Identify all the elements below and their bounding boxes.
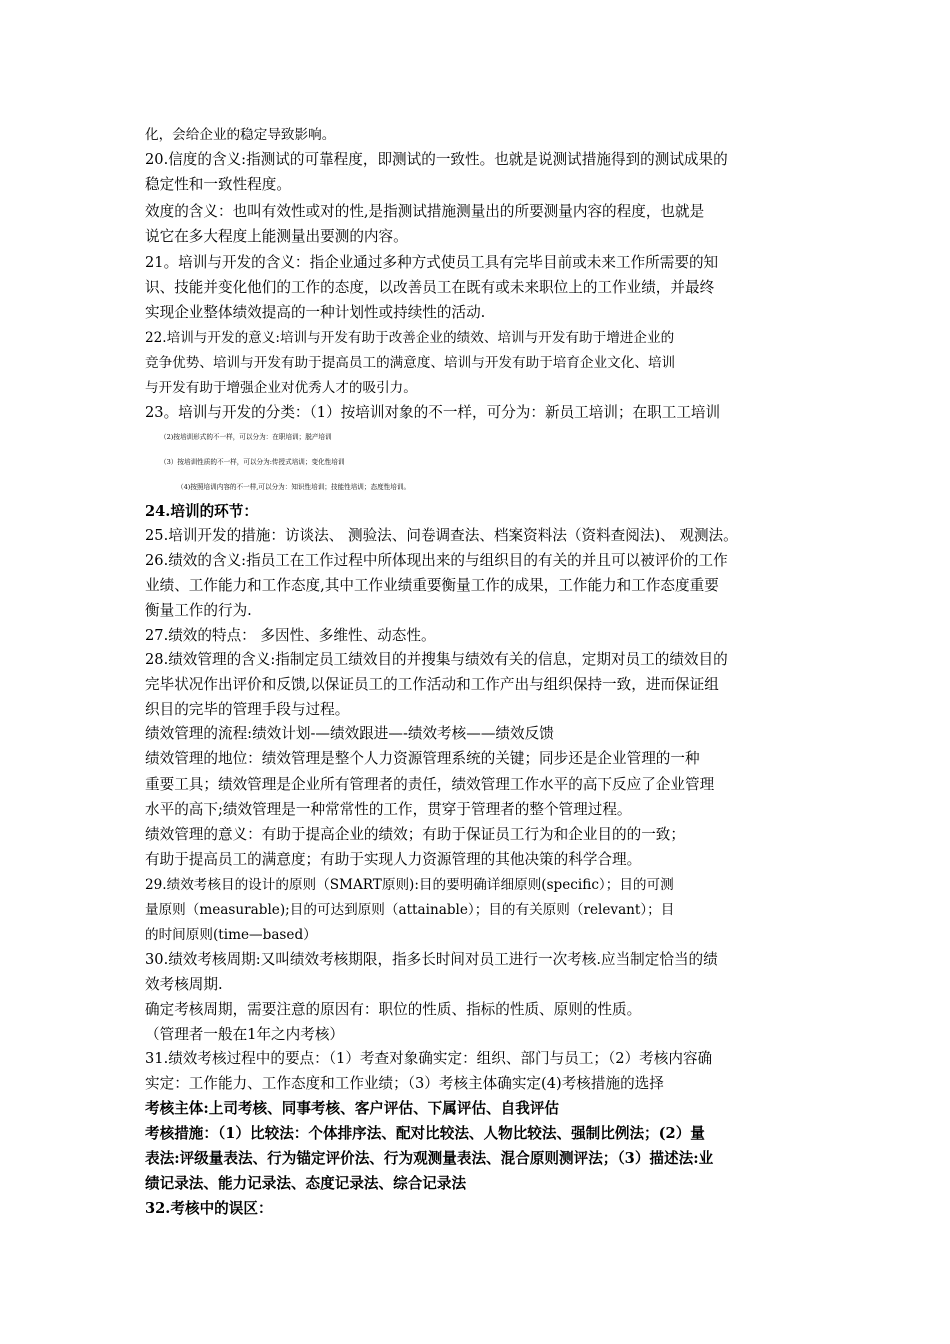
text-line: 31.绩效考核过程中的要点：（1）考查对象确实定：组织、部门与员工；（2）考核内容确: [145, 1050, 713, 1067]
text-line: 绩记录法、能力记录法、态度记录法、综合记录法: [145, 1175, 467, 1192]
text-line: 表法:评级量表法、行为锚定评价法、行为观测量表法、混合原则测评法；（3）描述法:业: [145, 1150, 714, 1167]
text-line: 考核主体:上司考核、同事考核、客户评估、下属评估、自我评估: [145, 1100, 560, 1117]
text-line: （3）按培训性质的不一样，可以分为:传授式培训；变化性培训: [160, 458, 345, 466]
text-line: 28.绩效管理的含义:指制定员工绩效目的并搜集与绩效有关的信息，定期对员工的绩效目的: [145, 651, 728, 668]
text-line: 说它在多大程度上能测量出要测的内容。: [145, 228, 408, 245]
text-line: 绩效管理的意义：有助于提高企业的绩效；有助于保证员工行为和企业目的的一致；: [145, 826, 685, 843]
text-line: 衡量工作的行为.: [145, 602, 252, 619]
text-line: 23。培训与开发的分类：（1）按培训对象的不一样，可分为：新员工培训；在职工工培训: [145, 404, 721, 421]
text-line: 竞争优势、培训与开发有助于提高员工的满意度、培训与开发有助于培育企业文化、培训: [145, 355, 676, 371]
text-line: 织目的完毕的管理手段与过程。: [145, 701, 350, 718]
text-line: 绩效管理的地位：绩效管理是整个人力资源管理系统的关键；同步还是企业管理的一种: [145, 750, 700, 767]
text-line: 效度的含义：也叫有效性或对的性,是指测试措施测量出的所要测量内容的程度，也就是: [145, 203, 705, 220]
text-line: 27.绩效的特点： 多因性、多维性、动态性。: [145, 627, 436, 644]
text-line: 30.绩效考核周期:又叫绩效考核期限，指多长时间对员工进行一次考核.应当制定恰当的绩: [145, 951, 718, 968]
text-line: 22.培训与开发的意义:培训与开发有助于改善企业的绩效、培训与开发有助于增进企业的: [145, 330, 675, 346]
section-heading: 24.培训的环节：: [145, 503, 258, 520]
text-line: 26.绩效的含义:指员工在工作过程中所体现出来的与组织目的有关的并且可以被评价的工作: [145, 552, 728, 569]
text-line: 效考核周期.: [145, 976, 223, 993]
text-line: （2)按培训形式的不一样，可以分为：在职培训；脱产培训: [160, 433, 332, 441]
text-line: 21。培训与开发的含义：指企业通过多种方式使员工具有完毕目前或未来工作所需要的知: [145, 254, 719, 271]
text-line: 绩效管理的流程:绩效计划-—绩效跟进—-绩效考核——绩效反馈: [145, 725, 554, 742]
text-line: 稳定性和一致性程度。: [145, 176, 291, 193]
text-line: 量原则（measurable);目的可达到原则（attainable）；目的有关原则（relevant）；目: [145, 902, 675, 918]
text-line: 业绩、工作能力和工作态度,其中工作业绩重要衡量工作的成果，工作能力和工作态度重要: [145, 577, 719, 594]
text-line: 25.培训开发的措施：访谈法、 测验法、问卷调查法、档案资料法（资料查阅法)、 观测法。: [145, 527, 738, 544]
text-line: 有助于提高员工的满意度；有助于实现人力资源管理的其他决策的科学合理。: [145, 851, 642, 868]
text-line: （4)按照培训内容的不一样,可以分为：知识性培训；技能性培训；态度性培训。: [177, 483, 411, 491]
text-line: 实现企业整体绩效提高的一种计划性或持续性的活动.: [145, 304, 486, 321]
text-line: 确定考核周期，需要注意的原因有：职位的性质、指标的性质、原则的性质。: [145, 1001, 642, 1018]
text-line: 完毕状况作出评价和反馈,以保证员工的工作活动和工作产出与组织保持一致，进而保证组: [145, 676, 719, 693]
text-line: 识、技能并变化他们的工作的态度，以改善员工在既有或未来职位上的工作业绩，并最终: [145, 279, 715, 296]
text-line: 化，会给企业的稳定导致影响。: [145, 127, 336, 143]
text-line: 与开发有助于增强企业对优秀人才的吸引力。: [145, 380, 417, 396]
text-line: 29.绩效考核目的设计的原则（SMART原则):目的要明确详细原则(specific）；目的可测: [145, 877, 674, 893]
text-line: 实定：工作能力、工作态度和工作业绩；（3）考核主体确实定(4)考核措施的选择: [145, 1075, 664, 1092]
text-line: （管理者一般在1年之内考核）: [145, 1026, 345, 1043]
text-line: 重要工具；绩效管理是企业所有管理者的责任，绩效管理工作水平的高下反应了企业管理: [145, 776, 715, 793]
section-heading: 32.考核中的误区：: [145, 1200, 273, 1217]
text-line: 20.信度的含义:指测试的可靠程度，即测试的一致性。也就是说测试措施得到的测试成果的: [145, 151, 728, 168]
text-line: 水平的高下;绩效管理是一种常常性的工作，贯穿于管理者的整个管理过程。: [145, 801, 632, 818]
text-line: 考核措施：（1）比较法：个体排序法、配对比较法、人物比较法、强制比例法；(2）量: [145, 1125, 705, 1142]
text-line: 的时间原则(time—based）: [145, 927, 317, 943]
